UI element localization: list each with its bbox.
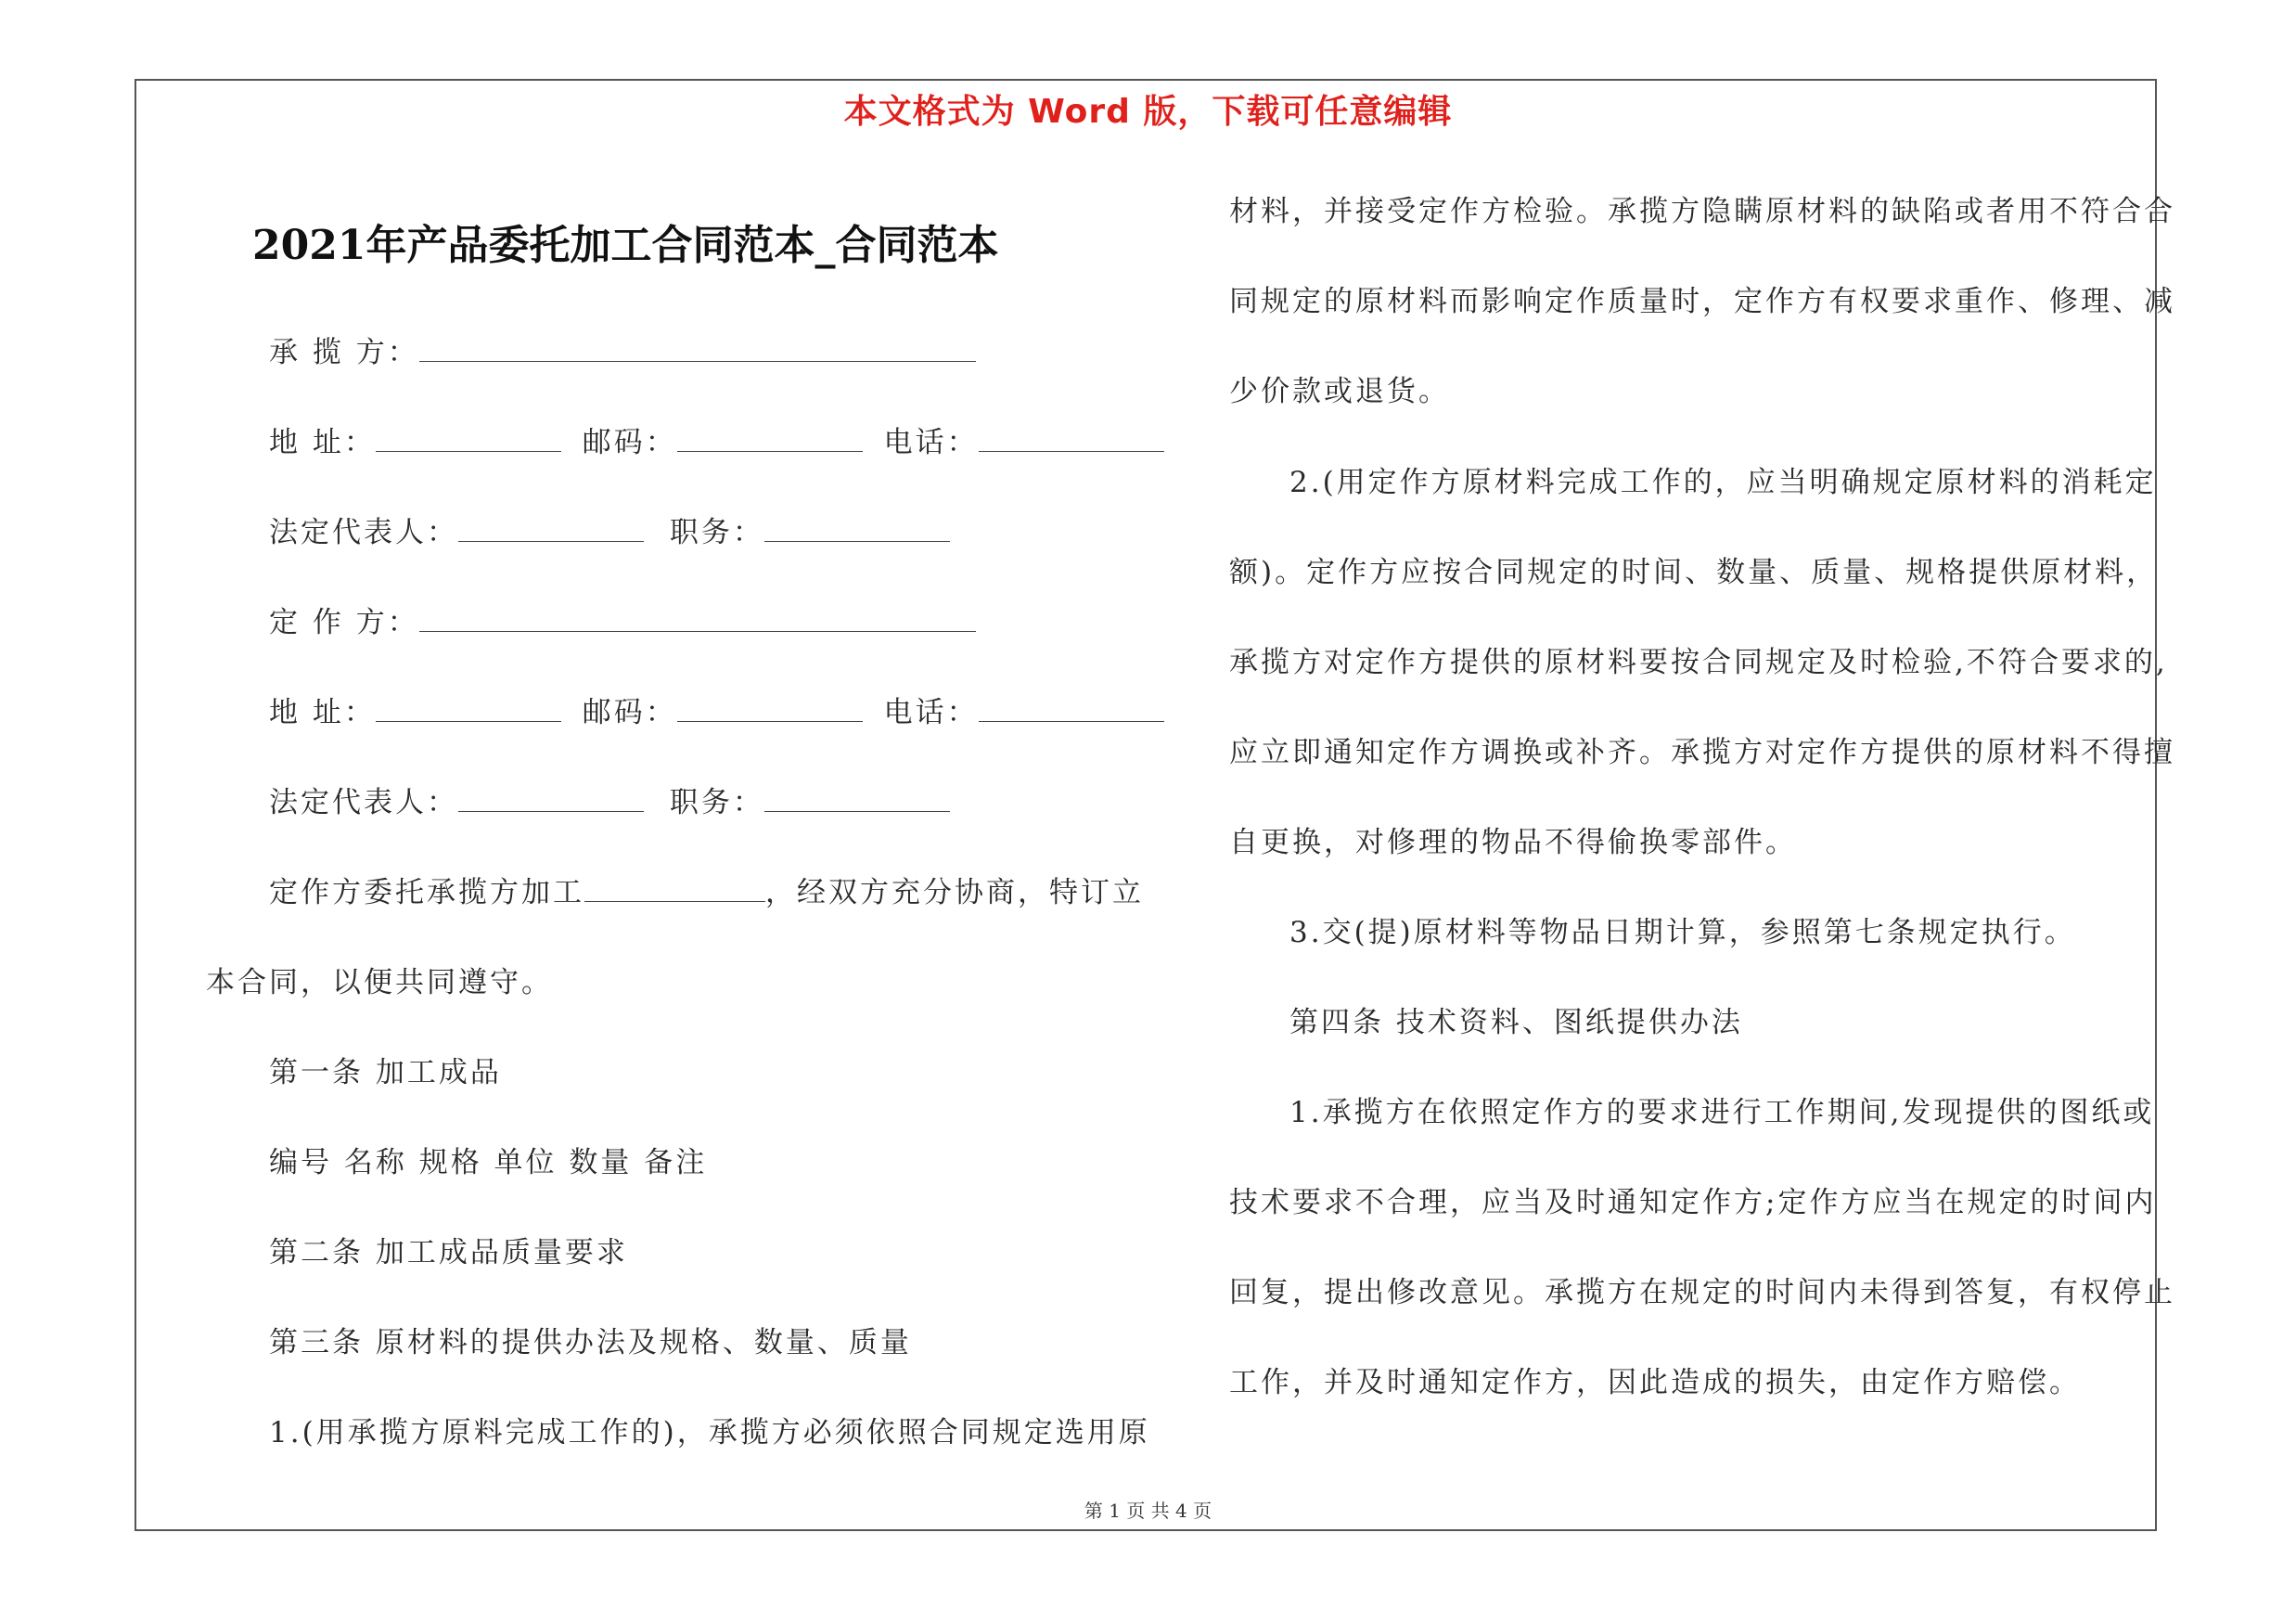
rep1-blank: [458, 515, 644, 542]
orderer-line: [269, 604, 976, 641]
right-line-11: 1.承揽方在依照定作方的要求进行工作期间,发现提供的图纸或: [1289, 1096, 2155, 1129]
rep1-line: [269, 514, 950, 551]
right-line-12: 技术要求不合理，应当及时通知定作方;定作方应当在规定的时间内: [1229, 1186, 2157, 1219]
rep2-line: [269, 784, 950, 821]
postcode1-label: 邮码：: [582, 426, 677, 459]
document-title: 2021年产品委托加工合同范本_合同范本: [252, 222, 999, 269]
address1-label: 地 址：: [269, 426, 376, 459]
article-2-heading: 第二条 加工成品质量要求: [269, 1236, 628, 1269]
right-line-8: 自更换，对修理的物品不得偷换零部件。: [1229, 826, 1797, 859]
intro-line-1: [269, 874, 1144, 911]
rep1-label: 法定代表人：: [269, 516, 458, 549]
contractor-label: 承 揽 方：: [269, 336, 419, 369]
address2-label: 地 址：: [269, 696, 376, 729]
article-3-paragraph-1: 1.(用承揽方原料完成工作的)，承揽方必须依照合同规定选用原: [269, 1416, 1150, 1449]
position1-label: 职务：: [669, 516, 764, 549]
right-line-14: 工作，并及时通知定作方，因此造成的损失，由定作方赔偿。: [1229, 1366, 2081, 1399]
product-blank: [584, 875, 765, 902]
postcode2-blank: [677, 695, 863, 722]
intro-part1: 定作方委托承揽方加工: [269, 876, 584, 909]
postcode2-label: 邮码：: [582, 696, 677, 729]
right-line-2: 同规定的原材料而影响定作质量时，定作方有权要求重作、修理、减: [1229, 285, 2175, 318]
orderer-blank: [419, 605, 976, 632]
phone1-label: 电话：: [883, 426, 979, 459]
position2-blank: [764, 785, 950, 812]
right-line-1: 材料，并接受定作方检验。承揽方隐瞒原材料的缺陷或者用不符合合: [1229, 195, 2175, 228]
address1-line: [269, 424, 1164, 461]
position1-blank: [764, 515, 950, 542]
phone2-label: 电话：: [883, 696, 979, 729]
article-3-heading: 第三条 原材料的提供办法及规格、数量、质量: [269, 1326, 912, 1359]
position2-label: 职务：: [669, 786, 764, 819]
right-line-3: 少价款或退货。: [1229, 375, 1450, 408]
format-banner: 本文格式为 Word 版，下载可任意编辑: [843, 93, 1453, 131]
rep2-label: 法定代表人：: [269, 786, 458, 819]
orderer-label: 定 作 方：: [269, 606, 419, 639]
article-4-heading: 第四条 技术资料、图纸提供办法: [1289, 1006, 1743, 1039]
intro-part2: ，经双方充分协商，特订立: [765, 876, 1144, 909]
contractor-blank: [419, 335, 976, 362]
page-number-footer: 第 1 页 共 4 页: [1084, 1500, 1212, 1522]
right-line-4: 2.(用定作方原材料完成工作的，应当明确规定原材料的消耗定: [1289, 466, 2157, 499]
postcode1-blank: [677, 425, 863, 452]
article-1-heading: 第一条 加工成品: [269, 1056, 502, 1089]
product-table-header: 编号 名称 规格 单位 数量 备注: [269, 1146, 708, 1179]
intro-line-2: 本合同，以便共同遵守。: [206, 966, 553, 999]
rep2-blank: [458, 785, 644, 812]
right-line-7: 应立即通知定作方调换或补齐。承揽方对定作方提供的原材料不得擅: [1229, 736, 2175, 769]
right-line-13: 回复，提出修改意见。承揽方在规定的时间内未得到答复，有权停止: [1229, 1276, 2175, 1309]
address2-blank: [376, 695, 561, 722]
address2-line: [269, 694, 1164, 731]
right-line-5: 额)。定作方应按合同规定的时间、数量、质量、规格提供原材料，: [1229, 556, 2159, 589]
phone2-blank: [979, 695, 1164, 722]
right-line-9: 3.交(提)原材料等物品日期计算，参照第七条规定执行。: [1289, 916, 2076, 949]
contractor-line: [269, 334, 976, 371]
phone1-blank: [979, 425, 1164, 452]
right-line-6: 承揽方对定作方提供的原材料要按合同规定及时检验,不符合要求的,: [1229, 646, 2168, 679]
address1-blank: [376, 425, 561, 452]
